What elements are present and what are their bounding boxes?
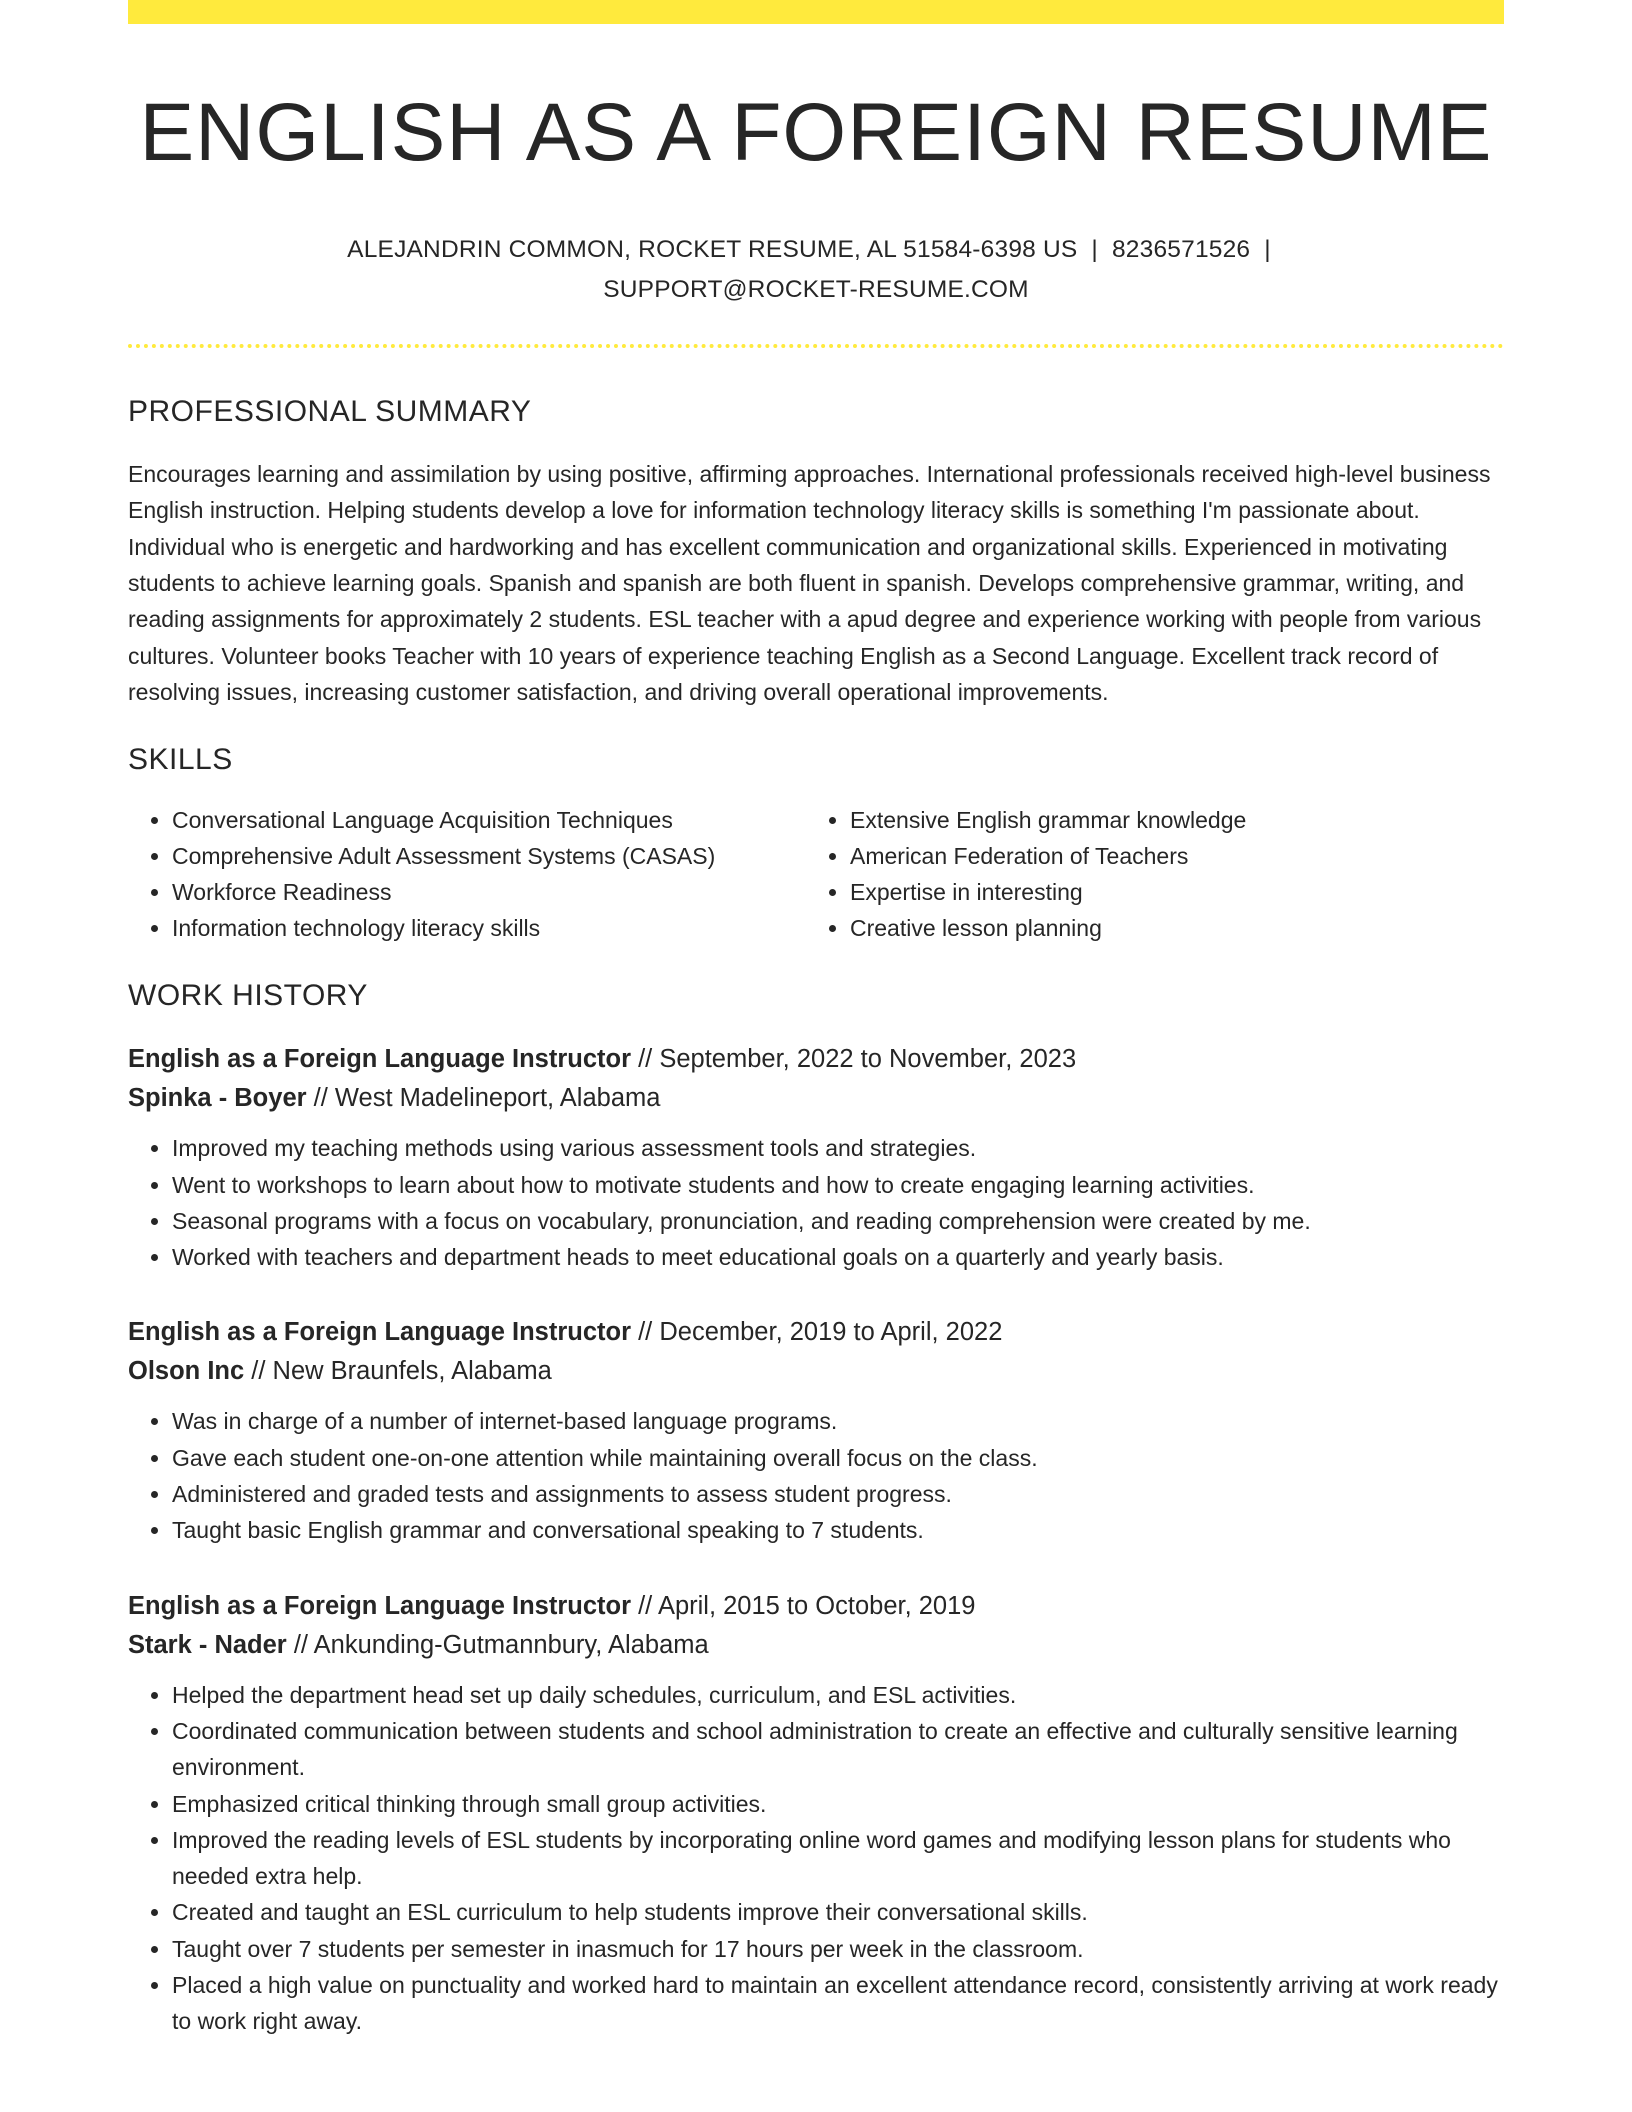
- job-bullets: [128, 1677, 1504, 2040]
- skill-item: • Expertise in interesting: [850, 874, 1490, 910]
- job-bullets: [128, 1130, 1504, 1275]
- job-bullet: • Placed a high value on punctuality and worked hard to maintain an excellent attendance record, consistently arriving at work ready to work right away.: [172, 1967, 1504, 2040]
- job-bullets: [128, 1403, 1504, 1548]
- job-dates: December, 2019 to April, 2022: [659, 1318, 1003, 1347]
- job-separator: //: [631, 1045, 660, 1074]
- skill-item: • Information technology literacy skills: [172, 910, 806, 946]
- contact-info: [128, 230, 1504, 310]
- contact-phone: 8236571526: [1111, 236, 1251, 264]
- job-location: Ankunding-Gutmannbury, Alabama: [313, 1630, 709, 1659]
- skills-list: [128, 802, 1504, 946]
- skill-item: • Conversational Language Acquisition Techniques: [172, 802, 806, 838]
- job-bullet: • Emphasized critical thinking through small group activities.: [172, 1786, 1504, 1822]
- job-location: New Braunfels, Alabama: [272, 1357, 552, 1386]
- summary-section: [128, 394, 1504, 710]
- skills-heading: SKILLS: [128, 743, 233, 777]
- header-divider: [128, 344, 1504, 348]
- job-company-line: [128, 1626, 1504, 1665]
- job-separator: //: [286, 1630, 314, 1659]
- job-company: Spinka - Boyer: [128, 1084, 307, 1113]
- work-history-section: [128, 978, 1504, 2039]
- resume-title: ENGLISH AS A FOREIGN RESUME: [139, 87, 1493, 178]
- job-separator: //: [631, 1318, 660, 1347]
- job-title-line: [128, 1313, 1504, 1352]
- job-bullet: • Taught basic English grammar and conversational speaking to 7 students.: [172, 1512, 1504, 1548]
- job-bullet: • Improved the reading levels of ESL students by incorporating online word games and modifying lesson plans for students who needed extra help.: [172, 1822, 1504, 1895]
- skill-item: • Creative lesson planning: [850, 910, 1490, 946]
- job-bullet: • Went to workshops to learn about how to motivate students and how to create engaging learning activities.: [172, 1167, 1504, 1203]
- job-bullet: • Helped the department head set up daily schedules, curriculum, and ESL activities.: [172, 1677, 1504, 1713]
- skill-item: • Workforce Readiness: [172, 874, 806, 910]
- job-company-line: [128, 1352, 1504, 1391]
- skills-right-column: [806, 802, 1490, 946]
- job-bullet: • Worked with teachers and department heads to meet educational goals on a quarterly and yearly basis.: [172, 1239, 1504, 1275]
- top-accent-bar: [128, 0, 1504, 24]
- skills-left-column: [128, 802, 806, 946]
- job-company: Stark - Nader: [128, 1630, 287, 1659]
- skill-item: • American Federation of Teachers: [850, 838, 1490, 874]
- job-entry: [128, 1587, 1504, 2040]
- job-entry: [128, 1313, 1504, 1548]
- job-bullet: • Created and taught an ESL curriculum to help students improve their conversational skills.: [172, 1894, 1504, 1930]
- job-separator: //: [306, 1084, 335, 1113]
- job-location: West Madelineport, Alabama: [334, 1084, 661, 1113]
- summary-heading: PROFESSIONAL SUMMARY: [128, 395, 532, 429]
- contact-address: ALEJANDRIN COMMON, ROCKET RESUME, AL 51584-6398 US: [347, 236, 1078, 264]
- summary-text: Encourages learning and assimilation by using positive, affirming approaches. International professionals received high-level business English instruction. Helping students develop a love for information technology literacy skills is something I'm passionate about. Individual who is energetic and hardworking and has excellent communication and organizational skills. Experienced in motivating students to achieve learning goals. Spanish and spanish are both fluent in spanish. Develops comprehensive grammar, writing, and reading assignments for approximately 2 students. ESL teacher with a apud degree and experience working with people from various cultures. Volunteer books Teacher with 10 years of experience teaching English as a Second Language. Excellent track record of resolving issues, increasing customer satisfaction, and driving overall operational improvements.: [128, 461, 1491, 705]
- skills-section: [128, 742, 1504, 946]
- job-company: Olson Inc: [128, 1357, 245, 1386]
- contact-separator: |: [1091, 236, 1098, 264]
- contact-separator: |: [1264, 236, 1271, 264]
- job-bullet: • Seasonal programs with a focus on vocabulary, pronunciation, and reading comprehension were created by me.: [172, 1203, 1504, 1239]
- job-company-line: [128, 1079, 1504, 1118]
- job-separator: //: [631, 1591, 658, 1620]
- job-dates: April, 2015 to October, 2019: [657, 1591, 976, 1620]
- job-bullet: • Improved my teaching methods using various assessment tools and strategies.: [172, 1130, 1504, 1166]
- work-history-heading: WORK HISTORY: [128, 979, 368, 1013]
- skill-item: • Extensive English grammar knowledge: [850, 802, 1490, 838]
- job-title-line: [128, 1587, 1504, 1626]
- resume-page: [128, 0, 1504, 2040]
- job-dates: September, 2022 to November, 2023: [659, 1045, 1077, 1074]
- job-bullet: • Administered and graded tests and assignments to assess student progress.: [172, 1476, 1504, 1512]
- job-bullet: • Taught over 7 students per semester in inasmuch for 17 hours per week in the classroom.: [172, 1931, 1504, 1967]
- job-bullet: • Was in charge of a number of internet-based language programs.: [172, 1403, 1504, 1439]
- job-entry: [128, 1040, 1504, 1275]
- job-title: English as a Foreign Language Instructor: [128, 1318, 631, 1347]
- skill-item: • Comprehensive Adult Assessment Systems (CASAS): [172, 838, 806, 874]
- contact-email[interactable]: SUPPORT@ROCKET-RESUME.COM: [603, 276, 1029, 304]
- job-title-line: [128, 1040, 1504, 1079]
- job-title: English as a Foreign Language Instructor: [128, 1591, 631, 1620]
- job-bullet: • Gave each student one-on-one attention while maintaining overall focus on the class.: [172, 1440, 1504, 1476]
- job-separator: //: [244, 1357, 273, 1386]
- job-title: English as a Foreign Language Instructor: [128, 1045, 631, 1074]
- job-bullet: • Coordinated communication between students and school administration to create an effective and culturally sensitive learning environment.: [172, 1713, 1504, 1786]
